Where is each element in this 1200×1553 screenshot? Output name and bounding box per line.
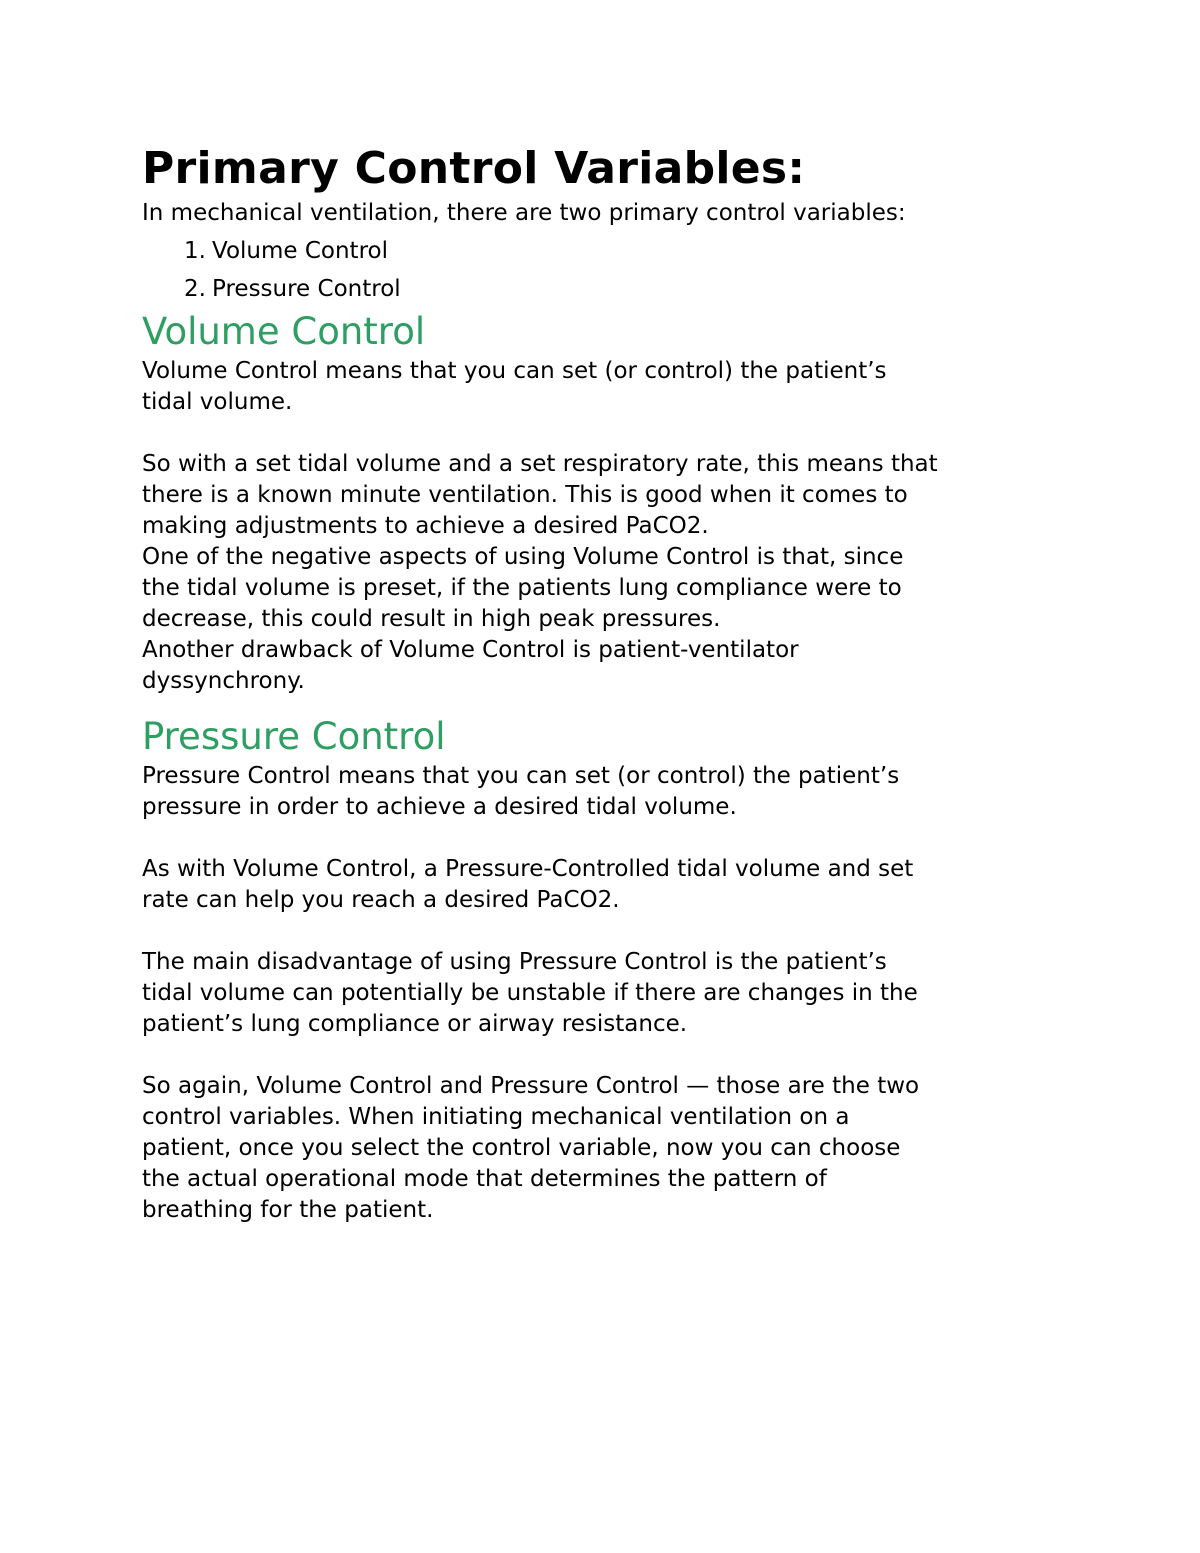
- text-line: the actual operational mode that determines the pattern of: [142, 1166, 827, 1192]
- text-line: Another drawback of Volume Control is patient-ventilator: [142, 637, 799, 663]
- text-line: So again, Volume Control and Pressure Control — those are the two: [142, 1073, 920, 1099]
- pressure-paragraph-4: [142, 1071, 1072, 1226]
- volume-paragraph-2: [142, 449, 1072, 542]
- paragraph-gap: [142, 916, 1072, 947]
- volume-control-heading: Volume Control: [142, 310, 426, 353]
- text-line: there is a known minute ventilation. This is good when it comes to: [142, 482, 908, 508]
- pressure-control-heading: Pressure Control: [142, 715, 446, 758]
- paragraph-gap: [142, 418, 1072, 449]
- list-number: 2.: [184, 276, 206, 302]
- text-line: One of the negative aspects of using Volume Control is that, since: [142, 544, 904, 570]
- text-line: As with Volume Control, a Pressure-Controlled tidal volume and set: [142, 856, 914, 882]
- text-line: pressure in order to achieve a desired tidal volume.: [142, 794, 737, 820]
- text-line: breathing for the patient.: [142, 1197, 434, 1223]
- text-line: The main disadvantage of using Pressure Control is the patient’s: [142, 949, 887, 975]
- paragraph-gap: [142, 823, 1072, 854]
- text-line: dyssynchrony.: [142, 668, 305, 694]
- page-title: Primary Control Variables:: [142, 143, 806, 194]
- text-line: Volume Control means that you can set (or control) the patient’s: [142, 358, 887, 384]
- text-line: So with a set tidal volume and a set respiratory rate, this means that: [142, 451, 938, 477]
- volume-paragraph-4: [142, 635, 1072, 697]
- text-line: control variables. When initiating mechanical ventilation on a: [142, 1104, 850, 1130]
- text-line: rate can help you reach a desired PaCO2.: [142, 887, 620, 913]
- text-line: tidal volume can potentially be unstable if there are changes in the: [142, 980, 918, 1006]
- text-line: tidal volume.: [142, 389, 293, 415]
- intro-text: In mechanical ventilation, there are two primary control variables:: [142, 200, 906, 226]
- list-item: [142, 270, 1072, 308]
- list-item: [142, 232, 1072, 270]
- pressure-paragraph-1: [142, 761, 1072, 823]
- text-line: making adjustments to achieve a desired PaCO2.: [142, 513, 709, 539]
- volume-paragraph-1: [142, 356, 1072, 418]
- paragraph-gap: [142, 1040, 1072, 1071]
- text-line: patient, once you select the control variable, now you can choose: [142, 1135, 901, 1161]
- list-item-text: Volume Control: [212, 238, 388, 264]
- text-line: Pressure Control means that you can set (or control) the patient’s: [142, 763, 900, 789]
- pressure-paragraph-2: [142, 854, 1072, 916]
- document-page: [142, 140, 1072, 1226]
- pressure-paragraph-3: [142, 947, 1072, 1040]
- list-number: 1.: [184, 238, 206, 264]
- control-variable-list: [142, 232, 1072, 308]
- text-line: the tidal volume is preset, if the patients lung compliance were to: [142, 575, 902, 601]
- volume-paragraph-3: [142, 542, 1072, 635]
- section-gap: [142, 697, 1072, 713]
- list-item-text: Pressure Control: [212, 276, 401, 302]
- text-line: patient’s lung compliance or airway resistance.: [142, 1011, 688, 1037]
- text-line: decrease, this could result in high peak pressures.: [142, 606, 721, 632]
